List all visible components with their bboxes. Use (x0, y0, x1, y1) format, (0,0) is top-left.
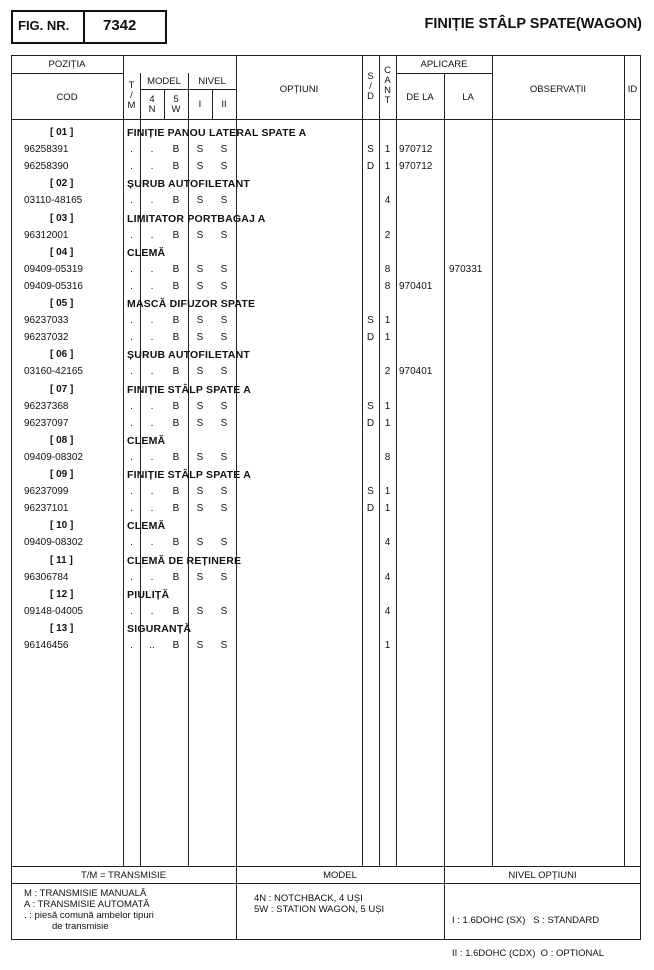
legend-model-title: MODEL (323, 870, 357, 881)
legend-model-lines: 4N : NOTCHBACK, 4 UȘI 5W : STATION WAGON, 5 UȘI (254, 893, 385, 915)
part-model-5w: B (172, 537, 180, 549)
part-nivel-ii: S (220, 195, 228, 207)
part-tm: . (130, 315, 133, 327)
group-name: FINIȚIE STÂLP SPATE A (127, 469, 251, 481)
col-model-5w: 5 W (171, 94, 181, 115)
part-nivel-i: S (196, 640, 204, 651)
group-name: CLEMĂ (127, 520, 166, 533)
group-row (0, 432, 654, 449)
col-nivel-i: I (198, 99, 202, 110)
part-row (0, 227, 654, 244)
part-code: 03110-48165 (24, 195, 83, 207)
part-cant: 8 (384, 263, 391, 275)
part-code: 96258390 (24, 161, 69, 173)
part-tm: . (130, 144, 133, 156)
group-row (0, 210, 654, 227)
part-nivel-i: S (196, 366, 204, 378)
part-model-5w: B (172, 417, 180, 429)
part-model-5w: B (172, 503, 180, 515)
part-model-5w: B (172, 486, 180, 498)
part-nivel-i: S (196, 144, 204, 156)
part-nivel-ii: S (220, 263, 228, 275)
legend-tm-lines: M : TRANSMISIE MANUALĂ A : TRANSMISIE AUTOMATĂ . : piesă comună ambelor tipuri de transmisie (24, 888, 154, 932)
part-nivel-i: S (196, 417, 204, 429)
part-code: 96237101 (24, 503, 69, 515)
part-nivel-i: S (196, 486, 204, 498)
group-row (0, 295, 654, 312)
part-row (0, 158, 654, 175)
group-code: [ 01 ] (50, 127, 74, 138)
col-model: MODEL (147, 76, 181, 87)
part-model-4n: . (150, 332, 154, 344)
legend-nivel-title: NIVEL OPȚIUNI (508, 870, 577, 881)
part-de-la: 970401 (399, 280, 433, 292)
part-nivel-ii: S (220, 229, 228, 241)
group-name: CLEMĂ DE REȚINERE (127, 554, 242, 567)
part-cant: 1 (384, 315, 391, 327)
group-row (0, 175, 654, 192)
group-code: [ 07 ] (50, 383, 74, 395)
legend-nivel-lines: I : 1.6DOHC (SX) S : STANDARD II : 1.6DOHC (CDX) O : OPTIONAL (452, 915, 605, 959)
group-code: [ 05 ] (50, 298, 74, 309)
part-sd: S (367, 400, 374, 412)
part-nivel-i: S (196, 400, 204, 412)
part-nivel-i: S (196, 503, 204, 515)
col-nivel: NIVEL (198, 76, 226, 87)
header-bottom-line (11, 119, 641, 120)
part-row (0, 363, 654, 380)
part-model-5w: B (172, 315, 180, 327)
part-cant: 8 (384, 280, 391, 292)
part-nivel-i: S (196, 161, 204, 173)
part-nivel-ii: S (220, 640, 228, 651)
group-name: MASCĂ DIFUZOR SPATE (127, 298, 256, 310)
part-row (0, 534, 654, 551)
part-nivel-ii: S (220, 537, 228, 549)
part-model-5w: B (172, 400, 180, 412)
part-tm: . (130, 417, 133, 429)
part-de-la: 970712 (399, 144, 433, 156)
fig-number: 7342 (103, 17, 137, 34)
col-la: LA (462, 92, 474, 103)
part-cant: 4 (384, 195, 391, 207)
part-sd: D (366, 417, 375, 429)
part-nivel-ii: S (220, 417, 228, 429)
group-code: [ 10 ] (50, 520, 74, 532)
part-nivel-ii: S (220, 571, 228, 583)
part-model-4n: . (150, 315, 154, 327)
group-name: ȘURUB AUTOFILETANT (127, 349, 250, 362)
part-model-4n: . (150, 503, 154, 515)
part-nivel-ii: S (220, 280, 228, 292)
group-row (0, 124, 654, 141)
part-code: 09409-05319 (24, 263, 83, 275)
part-row (0, 449, 654, 466)
part-tm: . (130, 195, 133, 207)
part-cant: 4 (384, 605, 391, 617)
part-code: 96237097 (24, 417, 69, 429)
part-model-5w: B (172, 332, 180, 344)
part-nivel-ii: S (220, 161, 228, 173)
part-code: 96237033 (24, 315, 69, 327)
part-tm: . (130, 280, 133, 292)
part-tm: . (130, 400, 133, 412)
part-tm: . (130, 332, 133, 344)
col-aplicare: APLICARE (420, 59, 468, 70)
group-code: [ 09 ] (50, 469, 74, 480)
part-code: 96258391 (24, 144, 69, 156)
part-model-4n: . (150, 537, 154, 549)
part-tm: . (130, 161, 133, 173)
part-nivel-i: S (196, 195, 204, 207)
group-name: SIGURANȚĂ (127, 622, 192, 635)
part-nivel-ii: S (220, 332, 228, 344)
group-code: [ 12 ] (50, 588, 74, 600)
part-model-5w: B (172, 144, 180, 156)
part-nivel-ii: S (220, 503, 228, 515)
part-tm: . (130, 605, 133, 617)
part-tm: . (130, 366, 133, 378)
part-tm: . (130, 263, 133, 275)
col-cant: C A N T (384, 65, 391, 106)
group-name: PIULIȚĂ (127, 588, 170, 601)
part-model-5w: B (172, 605, 180, 617)
col-id: ID (627, 84, 638, 95)
group-code: [ 04 ] (50, 246, 74, 258)
part-model-5w: B (172, 229, 180, 241)
legend-tm-title: T/M = TRANSMISIE (80, 870, 167, 881)
part-nivel-i: S (196, 229, 204, 241)
part-model-4n: . (150, 229, 154, 241)
group-name: CLEMĂ (127, 434, 166, 447)
part-nivel-ii: S (220, 605, 228, 617)
part-code: 09409-08302 (24, 451, 83, 463)
part-cant: 4 (384, 537, 391, 549)
part-cant: 8 (384, 451, 391, 463)
part-tm: . (130, 451, 133, 463)
part-model-5w: B (172, 640, 180, 651)
part-model-4n: . (150, 605, 154, 617)
part-nivel-i: S (196, 571, 204, 583)
part-tm: . (130, 571, 133, 583)
part-tm: . (130, 486, 133, 498)
part-model-4n: . (150, 571, 154, 583)
part-cant: 1 (384, 417, 391, 429)
part-sd: S (367, 144, 374, 156)
part-model-5w: B (172, 161, 180, 173)
part-model-4n: . (150, 161, 154, 173)
group-row (0, 586, 654, 603)
part-sd: S (367, 486, 374, 498)
part-cant: 2 (384, 366, 391, 378)
part-row (0, 141, 654, 158)
group-row (0, 381, 654, 398)
col-optiuni: OPȚIUNI (279, 84, 319, 95)
part-tm: . (130, 640, 133, 651)
group-name: CLEMĂ (127, 246, 166, 259)
part-code: 96146456 (24, 640, 69, 651)
col-pozitia: POZIȚIA (48, 59, 86, 70)
fig-label: FIG. NR. (18, 18, 70, 33)
part-tm: . (130, 229, 133, 241)
part-cant: 1 (384, 332, 391, 344)
part-model-5w: B (172, 571, 180, 583)
part-code: 96237368 (24, 400, 69, 412)
part-nivel-i: S (196, 451, 204, 463)
part-model-4n: .. (149, 640, 155, 651)
part-model-4n: . (150, 451, 154, 463)
group-name: FINIȚIE PANOU LATERAL SPATE A (127, 127, 307, 139)
part-nivel-i: S (196, 332, 204, 344)
part-model-5w: B (172, 451, 180, 463)
part-code: 09409-08302 (24, 537, 83, 549)
part-nivel-ii: S (220, 400, 228, 412)
group-row (0, 466, 654, 483)
part-cant: 1 (384, 144, 391, 156)
part-code: 09148-04005 (24, 605, 83, 617)
part-row (0, 500, 654, 517)
part-row (0, 569, 654, 586)
part-row (0, 312, 654, 329)
part-de-la: 970401 (399, 366, 433, 378)
part-cant: 1 (384, 640, 391, 651)
part-model-4n: . (150, 486, 154, 498)
legend-top-line (11, 866, 641, 867)
group-code: [ 06 ] (50, 349, 74, 361)
part-nivel-i: S (196, 605, 204, 617)
part-row (0, 637, 654, 654)
group-row (0, 517, 654, 534)
group-name: ȘURUB AUTOFILETANT (127, 178, 250, 191)
group-code: [ 02 ] (50, 178, 74, 190)
part-nivel-ii: S (220, 451, 228, 463)
part-row (0, 278, 654, 295)
group-row (0, 620, 654, 637)
part-nivel-i: S (196, 315, 204, 327)
part-code: 96237099 (24, 486, 69, 498)
part-row (0, 483, 654, 500)
part-cant: 2 (384, 229, 391, 241)
group-name: FINIȚIE STÂLP SPATE A (127, 383, 251, 396)
part-model-4n: . (150, 400, 154, 412)
part-row (0, 261, 654, 278)
part-cant: 1 (384, 486, 391, 498)
group-code: [ 03 ] (50, 212, 74, 224)
part-nivel-i: S (196, 537, 204, 549)
part-model-4n: . (150, 366, 154, 378)
group-row (0, 346, 654, 363)
part-model-4n: . (150, 417, 154, 429)
group-row (0, 552, 654, 569)
group-name: LIMITATOR PORTBAGAJ A (127, 212, 266, 225)
part-row (0, 329, 654, 346)
part-la: 970331 (449, 263, 483, 275)
part-sd: D (366, 161, 375, 173)
part-code: 03160-42165 (24, 366, 83, 378)
part-cant: 1 (384, 161, 391, 173)
part-row (0, 192, 654, 209)
part-model-5w: B (172, 195, 180, 207)
part-nivel-ii: S (220, 486, 228, 498)
group-code: [ 11 ] (50, 554, 73, 566)
part-code: 96306784 (24, 571, 69, 583)
part-de-la: 970712 (399, 161, 433, 173)
part-model-5w: B (172, 280, 180, 292)
page-title: FINIȚIE STÂLP SPATE(WAGON) (424, 16, 642, 32)
part-tm: . (130, 503, 133, 515)
col-nivel-ii: II (221, 99, 227, 110)
col-sd: S / D (367, 71, 374, 102)
part-model-4n: . (150, 195, 154, 207)
part-nivel-ii: S (220, 315, 228, 327)
legend-title-line (11, 883, 641, 884)
group-code: [ 08 ] (50, 434, 74, 446)
part-sd: S (367, 315, 374, 327)
col-observatii: OBSERVAȚII (529, 84, 587, 95)
part-nivel-i: S (196, 263, 204, 275)
col-cod: COD (56, 92, 78, 103)
part-code: 96312001 (24, 229, 69, 241)
part-cant: 1 (384, 503, 391, 515)
part-sd: D (366, 332, 375, 344)
part-row (0, 603, 654, 620)
part-nivel-i: S (196, 280, 204, 292)
group-row (0, 244, 654, 261)
part-row (0, 415, 654, 432)
part-model-4n: . (150, 144, 154, 156)
part-sd: D (366, 503, 375, 515)
part-row (0, 398, 654, 415)
part-nivel-ii: S (220, 144, 228, 156)
part-code: 96237032 (24, 332, 69, 344)
part-model-4n: . (150, 263, 154, 275)
part-nivel-ii: S (220, 366, 228, 378)
col-model-4n: 4 N (148, 94, 156, 115)
part-tm: . (130, 537, 133, 549)
part-cant: 1 (384, 400, 391, 412)
group-code: [ 13 ] (50, 622, 74, 634)
header-top-sub-line (11, 73, 123, 74)
col-tm: T / M (127, 80, 136, 111)
part-model-5w: B (172, 366, 180, 378)
part-model-5w: B (172, 263, 180, 275)
part-model-4n: . (150, 280, 154, 292)
col-de-la: DE LA (406, 92, 434, 103)
part-cant: 4 (384, 571, 391, 583)
part-code: 09409-05316 (24, 280, 83, 292)
